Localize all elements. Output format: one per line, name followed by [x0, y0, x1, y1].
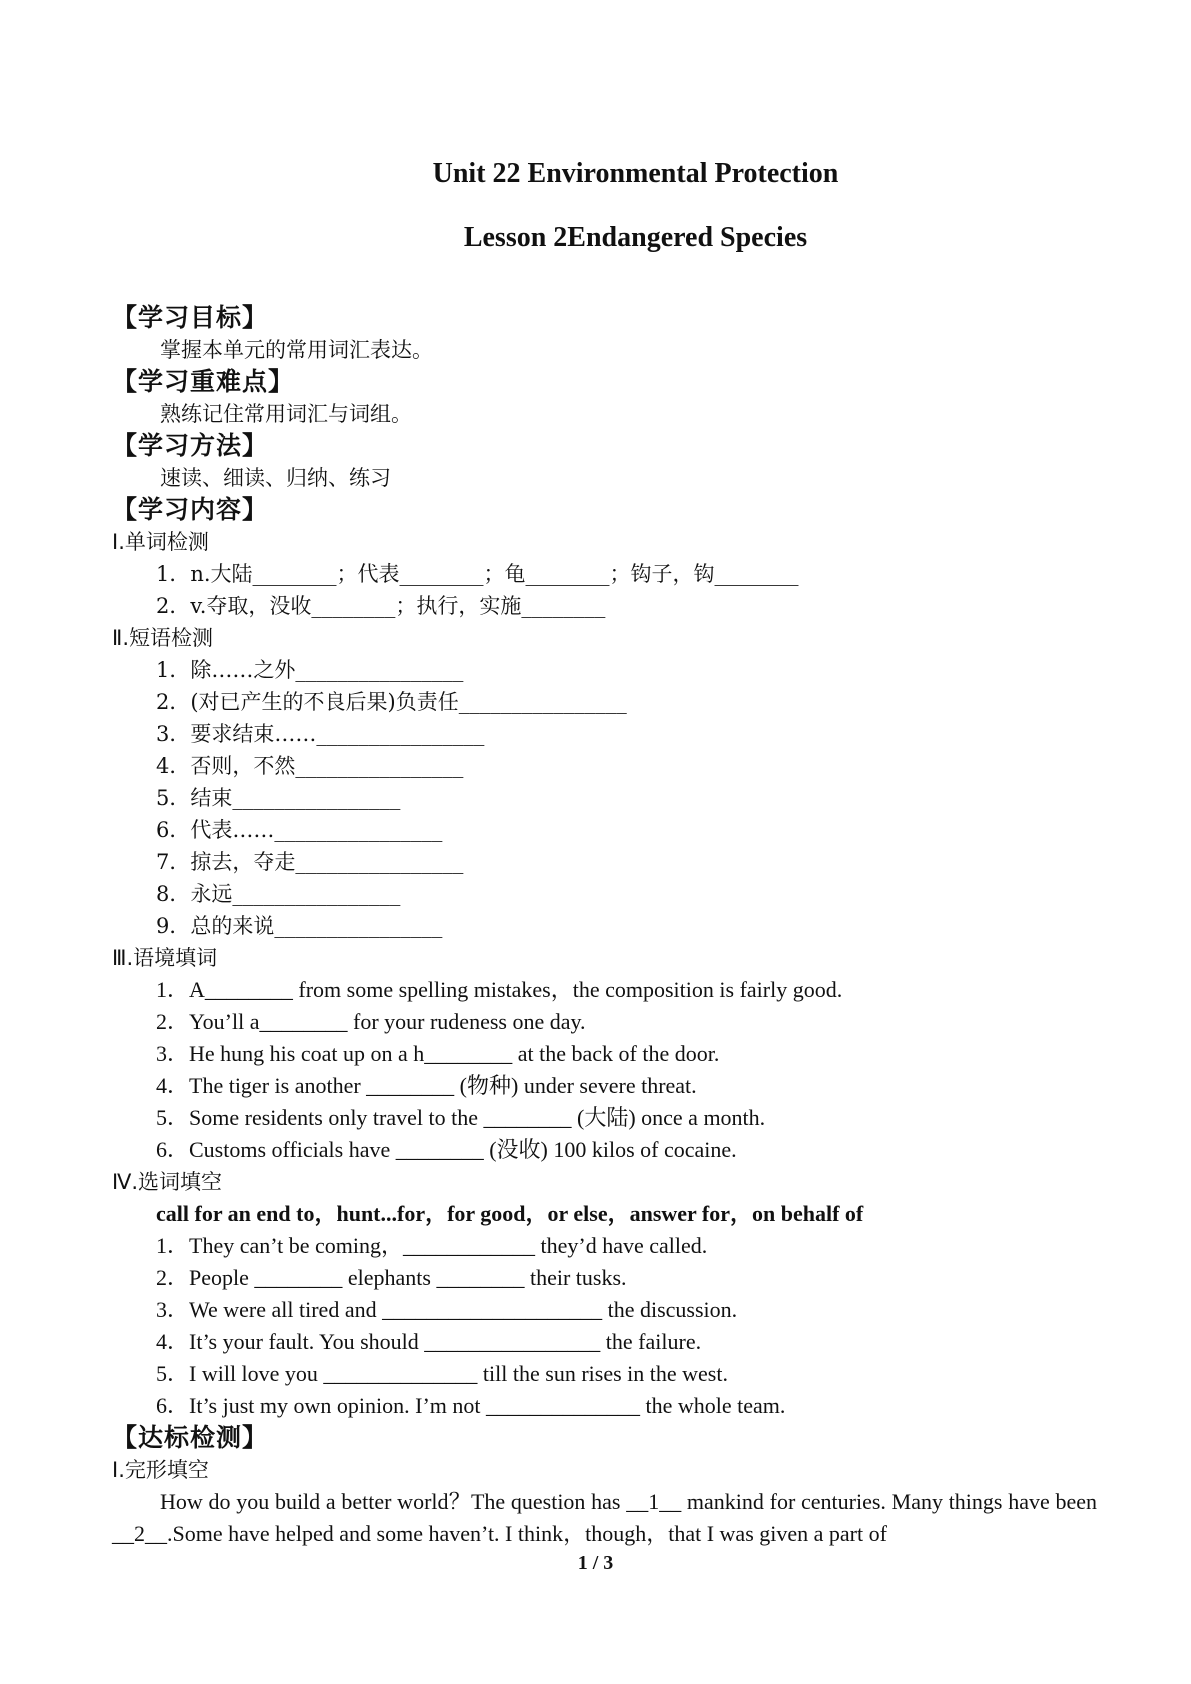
cloze-heading: Ⅰ.完形填空: [112, 1458, 209, 1482]
part2-heading: Ⅱ.短语检测: [112, 626, 214, 650]
part2-item: 5．结束________________: [156, 786, 401, 810]
part2-item: 6．代表……________________: [156, 818, 443, 842]
part1-heading: Ⅰ.单词检测: [112, 530, 209, 554]
key-text: 熟练记住常用词汇与词组。: [160, 402, 412, 426]
part2-item: 7．掠去，夺走________________: [156, 850, 464, 874]
test-heading: 【达标检测】: [112, 1423, 269, 1452]
part3-item: 2．You’ll a________ for your rudeness one day.: [156, 1009, 586, 1034]
part3-heading: Ⅲ.语境填词: [112, 946, 218, 970]
part1-item: 1．n.大陆________；代表________；龟________；钩子，钩________: [156, 562, 799, 586]
part1-item: 2．v.夺取，没收________；执行，实施________: [156, 594, 606, 618]
part3-item: 5．Some residents only travel to the ________ (大陆) once a month.: [156, 1105, 766, 1130]
part4-item: 3．We were all tired and ____________________ the discussion.: [156, 1297, 738, 1322]
goal-heading: 【学习目标】: [112, 303, 269, 332]
part2-item: 1．除……之外________________: [156, 658, 464, 682]
key-heading: 【学习重难点】: [112, 367, 295, 396]
cloze-paragraph: How do you build a better world？The question has __1__ mankind for centuries. Many things have been __2__.Some have helped and some haven’t. I think，though，that I was given a part of: [112, 1489, 1097, 1546]
method-heading: 【学习方法】: [112, 431, 269, 460]
document-title: Unit 22 Environmental Protection: [432, 158, 839, 189]
part2-item: 2．(对已产生的不良后果)负责任________________: [156, 690, 627, 714]
part2-item: 9．总的来说________________: [156, 914, 443, 938]
worksheet-content: [112, 302, 1097, 1550]
content-heading: 【学习内容】: [112, 495, 269, 524]
part4-heading: Ⅳ.选词填空: [112, 1170, 223, 1194]
goal-text: 掌握本单元的常用词汇表达。: [160, 338, 433, 362]
part3-item: 4．The tiger is another ________ (物种) under severe threat.: [156, 1073, 697, 1098]
page-number: 1 / 3: [577, 1552, 614, 1574]
part2-item: 8．永远________________: [156, 882, 401, 906]
part2-item: 4．否则，不然________________: [156, 754, 464, 778]
part2-item: 3．要求结束……________________: [156, 722, 485, 746]
document-subtitle: Lesson 2Endangered Species: [463, 222, 808, 253]
part4-item: 6．It’s just my own opinion. I’m not ______________ the whole team.: [156, 1393, 786, 1418]
method-text: 速读、细读、归纳、练习: [160, 466, 391, 490]
word-bank: call for an end to，hunt...for，for good，or else，answer for，on behalf of: [156, 1201, 864, 1226]
part3-item: 6．Customs officials have ________ (没收) 100 kilos of cocaine.: [156, 1137, 737, 1162]
part4-item: 2．People ________ elephants ________ their tusks.: [156, 1265, 627, 1290]
part3-item: 1．A________ from some spelling mistakes，the composition is fairly good.: [156, 977, 843, 1002]
part4-item: 1．They can’t be coming，____________ they’d have called.: [156, 1233, 708, 1258]
part4-item: 4．It’s your fault. You should ________________ the failure.: [156, 1329, 702, 1354]
part4-item: 5．I will love you ______________ till the sun rises in the west.: [156, 1361, 728, 1386]
part3-item: 3．He hung his coat up on a h________ at the back of the door.: [156, 1041, 720, 1066]
